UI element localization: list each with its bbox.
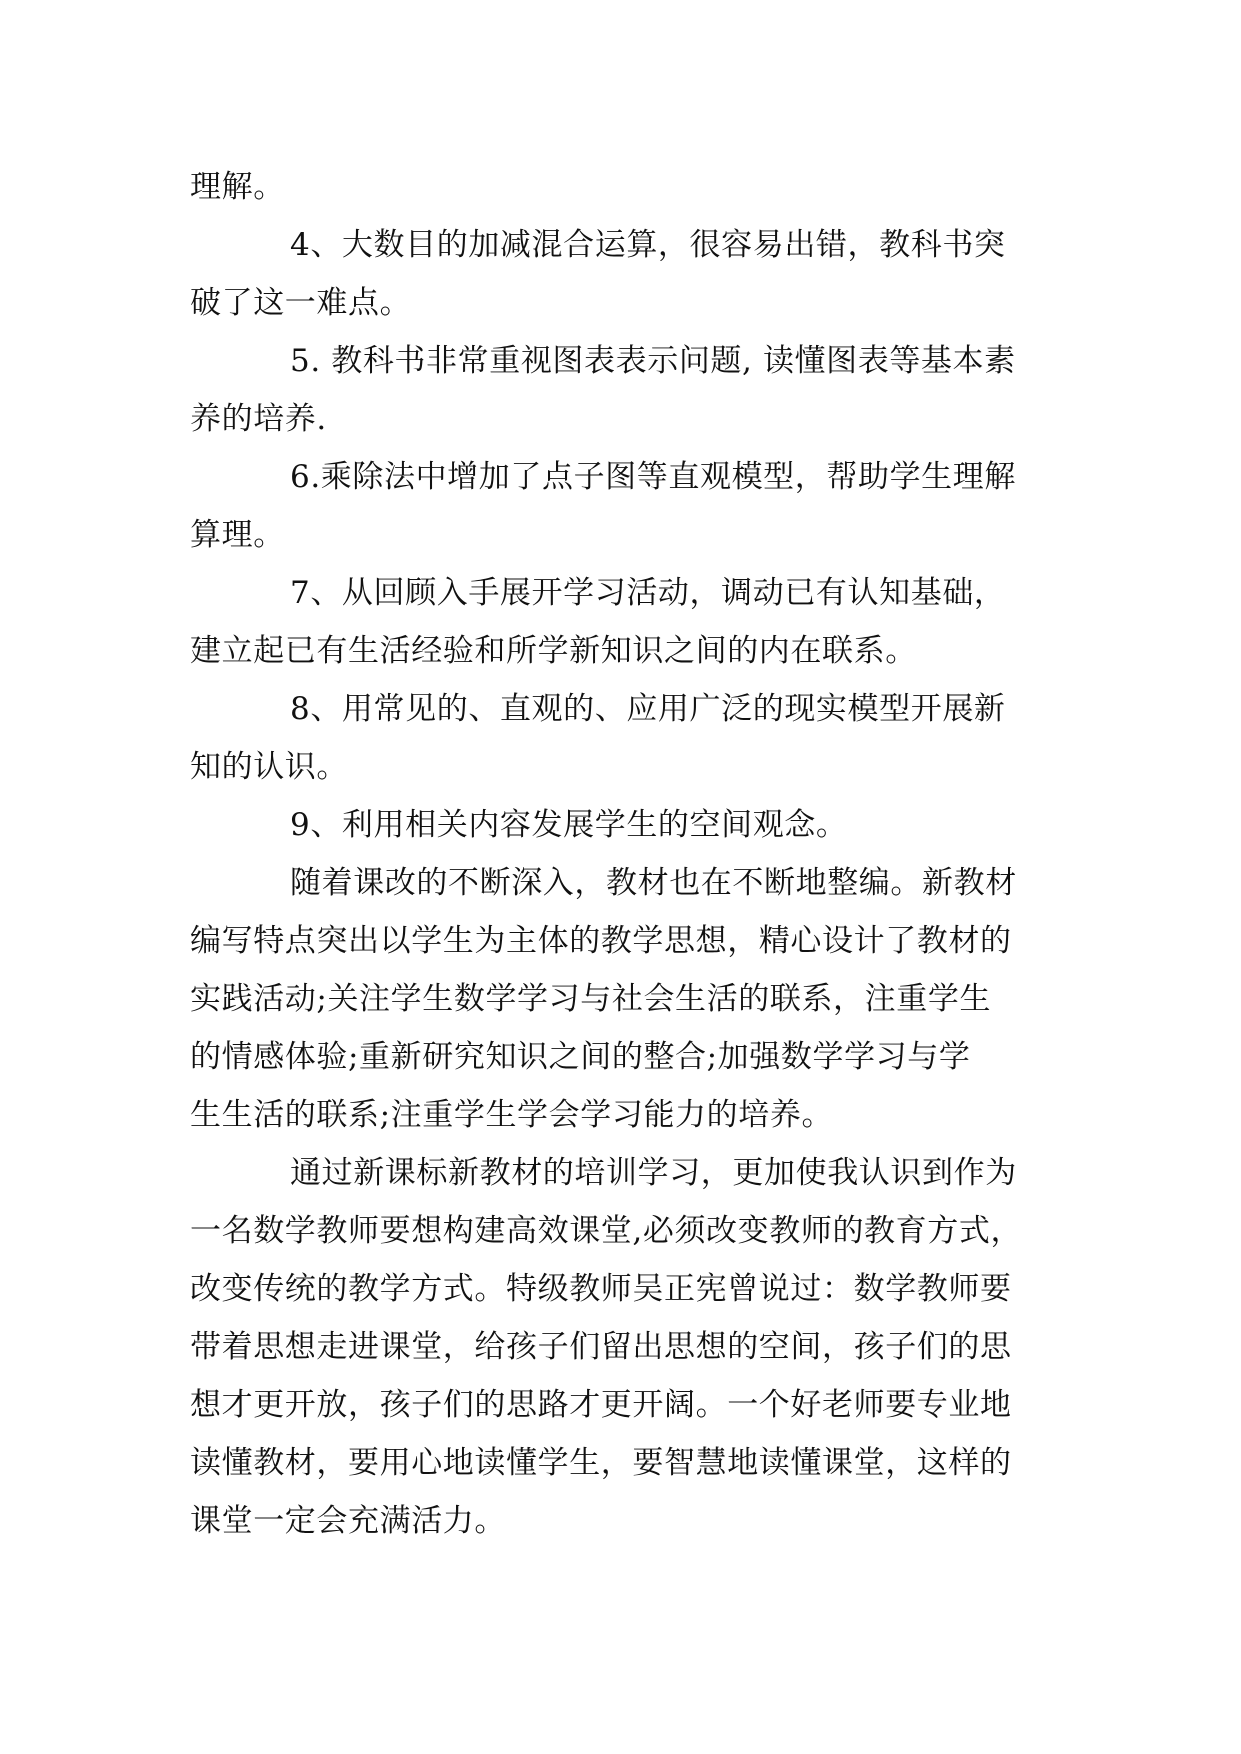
document-body [190,158,1050,1550]
text-line: 一名数学教师要想构建高效课堂,必须改变教师的教育方式， [190,1213,1023,1249]
text-line: 读懂教材，要用心地读懂学生，要智慧地读懂课堂，这样的 [190,1445,1012,1481]
text-line: 带着思想走进课堂，给孩子们留出思想的空间，孩子们的思 [190,1329,1012,1365]
text-line: 算理。 [190,517,285,553]
text-line: 通过新课标新教材的培训学习，更加使我认识到作为 [290,1155,1017,1191]
text-line: 实践活动;关注学生数学学习与社会生活的联系，注重学生 [190,981,992,1017]
text-line: 生生活的联系;注重学生学会学习能力的培养。 [190,1097,834,1133]
text-line: 养的培养. [190,401,327,437]
text-line: 随着课改的不断深入，教材也在不断地整编。新教材 [290,865,1017,901]
text-line: 的情感体验;重新研究知识之间的整合;加强数学学习与学 [190,1039,971,1075]
text-line: 4、大数目的加减混合运算，很容易出错，教科书突 [290,227,1006,263]
text-line: 建立起已有生活经验和所学新知识之间的内在联系。 [190,633,917,669]
text-line: 破了这一难点。 [190,285,412,321]
text-line: 课堂一定会充满活力。 [190,1503,506,1539]
text-line: 7、从回顾入手展开学习活动，调动已有认知基础， [290,575,1006,611]
text-line: 8、用常见的、直观的、应用广泛的现实模型开展新 [290,691,1006,727]
text-line: 知的认识。 [190,749,348,785]
text-line: 编写特点突出以学生为主体的教学思想，精心设计了教材的 [190,923,1012,959]
text-line: 理解。 [190,169,285,205]
text-line: 想才更开放，孩子们的思路才更开阔。一个好老师要专业地 [190,1387,1012,1423]
text-line: 6.乘除法中增加了点子图等直观模型，帮助学生理解 [290,459,1016,495]
text-line: 改变传统的教学方式。特级教师吴正宪曾说过：数学教师要 [190,1271,1012,1307]
text-line: 5. 教科书非常重视图表表示问题, 读懂图表等基本素 [290,343,1016,379]
text-line: 9、利用相关内容发展学生的空间观念。 [290,807,848,843]
